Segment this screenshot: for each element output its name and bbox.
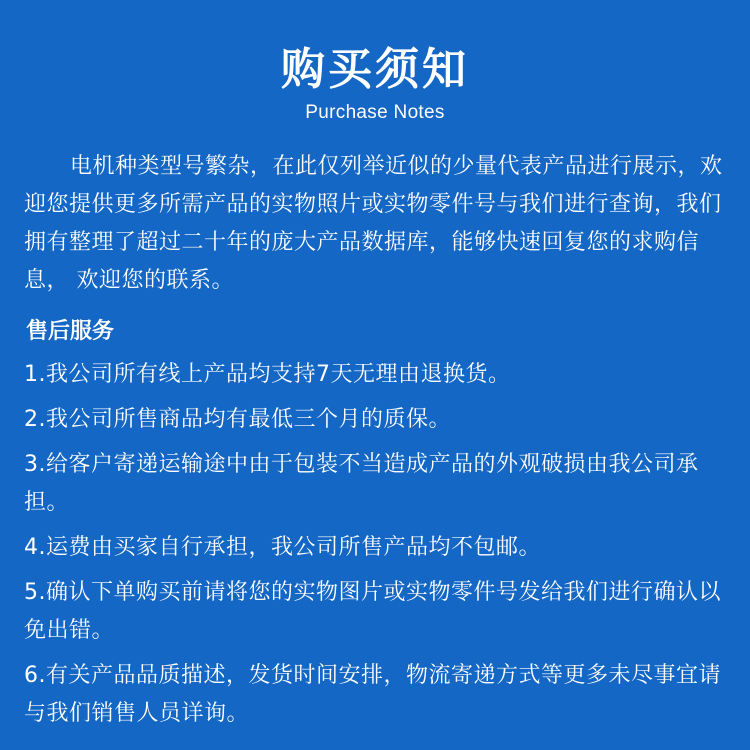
after-sales-item-4: 4.运费由买家自行承担，我公司所售产品均不包邮。 [24,535,541,560]
after-sales-item-5: 5.确认下单购买前请将您的实物图片或实物零件号发给我们进行确认以免出错。 [24,580,721,643]
after-sales-heading: 售后服务 [26,319,115,344]
page-title: 购买须知 [281,44,469,95]
after-sales-item-2: 2.我公司所售商品均有最低三个月的质保。 [24,407,451,432]
after-sales-list [24,356,736,740]
after-sales-item-1: 1.我公司所有线上产品均支持7天无理由退换货。 [24,362,511,387]
page-subtitle: Purchase Notes [305,102,445,123]
after-sales-item-3: 3.给客户寄递运输途中由于包装不当造成产品的外观破损由我公司承担。 [24,452,699,515]
after-sales-item-6: 6.有关产品品质描述，发货时间安排，物流寄递方式等更多未尽事宜请与我们销售人员详询。 [24,663,721,726]
intro-paragraph: 电机种类型号繁杂，在此仅列举近似的少量代表产品进行展示，欢迎您提供更多所需产品的实物照片或实物零件号与我们进行查询，我们拥有整理了超过二十年的庞大产品数据库，能够快速回复您的求购信息， 欢迎您的联系。 [24,154,723,293]
